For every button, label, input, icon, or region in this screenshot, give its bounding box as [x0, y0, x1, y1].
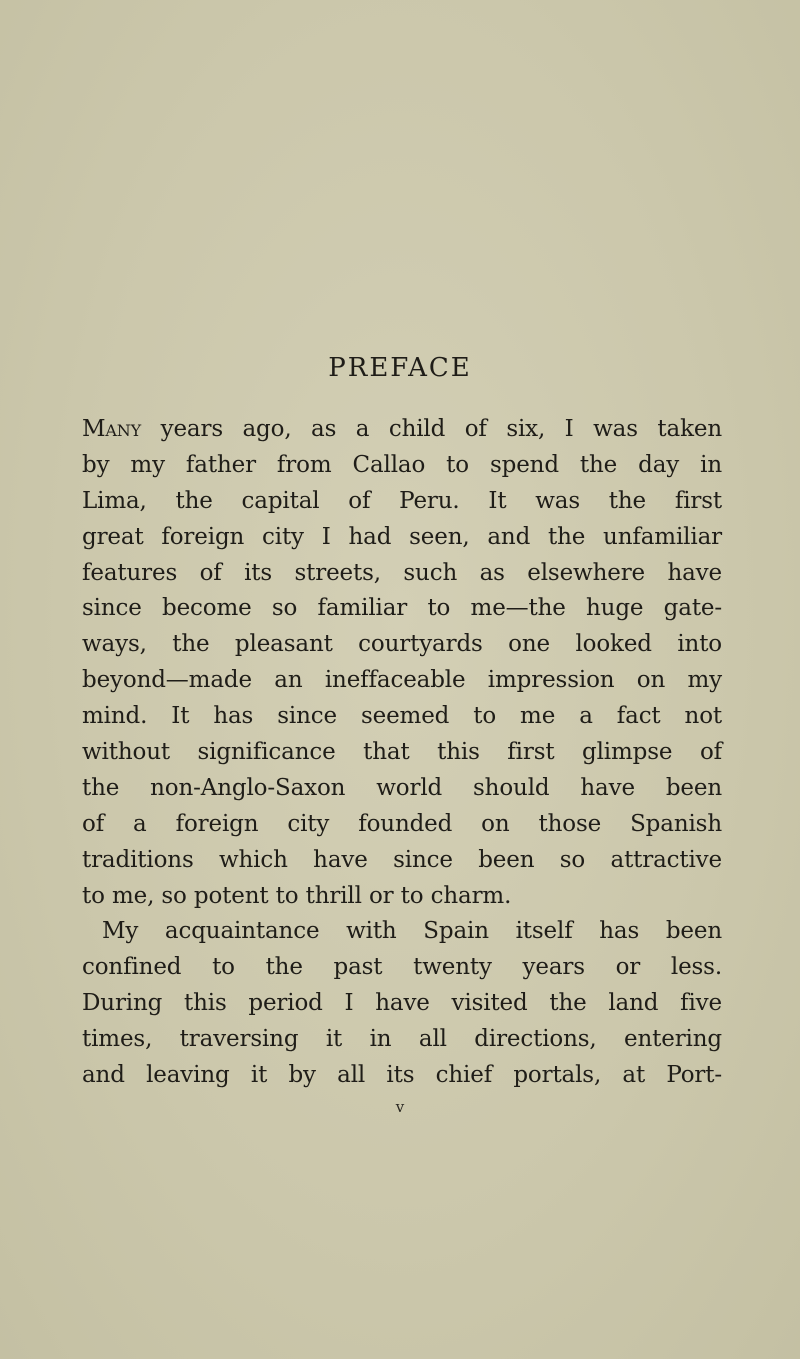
text-line-7: ways, the pleasant courtyards one looked into [82, 631, 722, 658]
text-line-17: During this period I have visited the land five [82, 990, 722, 1017]
text-line-14: to me, so potent to thrill or to charm. [82, 882, 512, 909]
text-line-1 [82, 412, 722, 448]
text-line-2: by my father from Callao to spend the day in [82, 451, 722, 478]
text-line-1-rest: years ago, as a child of six, I was taken [141, 416, 722, 442]
preface-heading: PREFACE [328, 353, 472, 383]
text-line-16: confined to the past twenty years or less. [82, 954, 722, 981]
text-line-18: times, traversing it in all directions, entering [82, 1026, 722, 1053]
text-line-8: beyond—made an ineffaceable impression on my [82, 667, 722, 694]
drop-word: Many [82, 416, 142, 442]
text-line-9: mind. It has since seemed to me a fact not [82, 703, 722, 730]
text-line-6: since become so familiar to me—the huge gate- [82, 595, 722, 622]
preface-body [82, 412, 722, 1094]
text-line-13: traditions which have since been so attractive [82, 846, 722, 873]
text-line-3: Lima, the capital of Peru. It was the first [82, 487, 722, 514]
text-line-11: the non-Anglo-Saxon world should have been [82, 774, 722, 801]
text-line-5: features of its streets, such as elsewhere have [82, 559, 722, 586]
text-line-4: great foreign city I had seen, and the unfamiliar [82, 523, 722, 550]
page-number: v [395, 1098, 405, 1116]
text-line-10: without significance that this first glimpse of [82, 739, 722, 766]
text-line-15: My acquaintance with Spain itself has been [102, 918, 722, 945]
text-line-12: of a foreign city founded on those Spanish [82, 810, 722, 837]
text-line-19: and leaving it by all its chief portals, at Port- [82, 1062, 722, 1089]
